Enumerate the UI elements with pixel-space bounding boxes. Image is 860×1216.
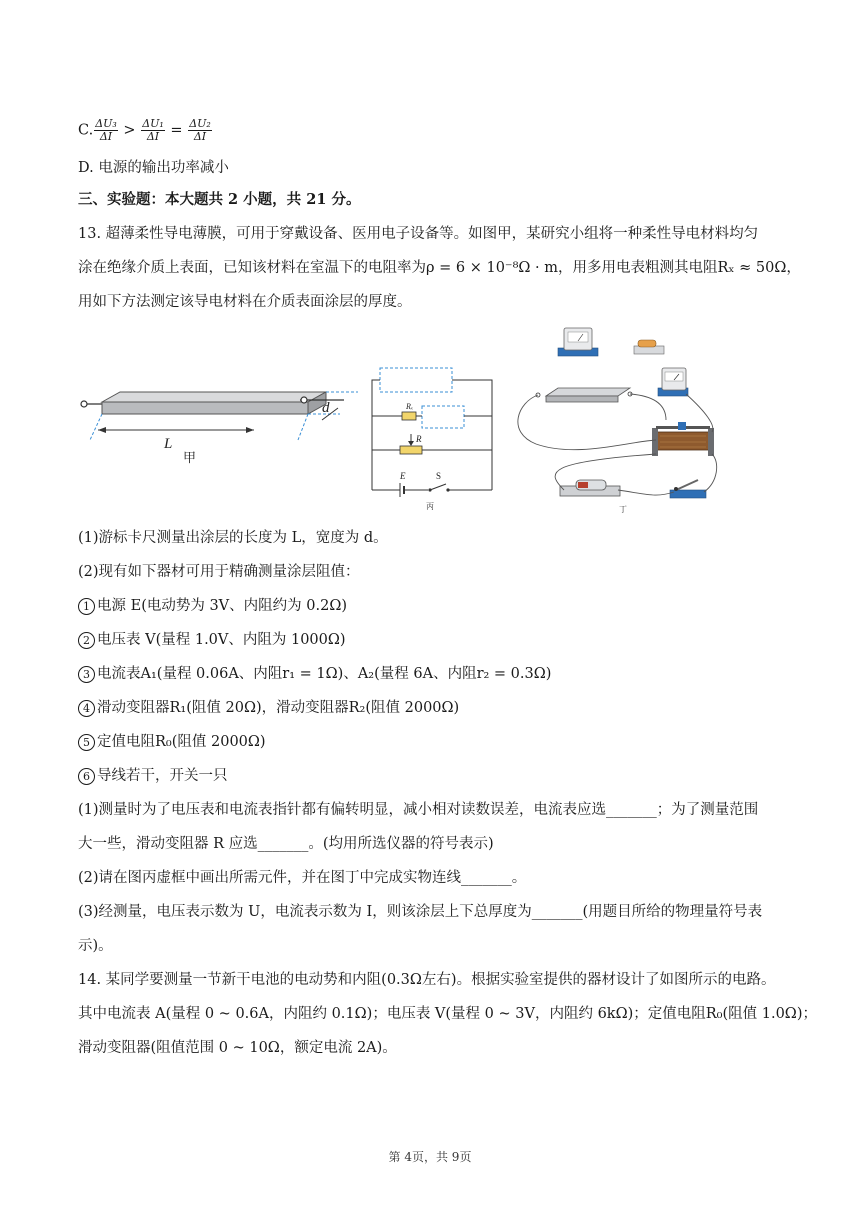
- equipment-item-5: 5 定值电阻R₀(阻值 2000Ω): [78, 732, 266, 752]
- q13-sub1-line-1: (1)测量时为了电压表和电流表指针都有偏转明显，减小相对读数误差，电流表应选_______；为了测量范围: [78, 802, 759, 818]
- caption-ding: 丁: [619, 505, 627, 514]
- voltmeter-top-icon: [558, 328, 598, 356]
- q13-p1: (1)游标卡尺测量出涂层的长度为 L，宽度为 d。: [78, 530, 388, 546]
- q13-sub3-line-2: 示)。: [78, 938, 113, 954]
- label-d: d: [322, 400, 330, 416]
- fraction-du1: $\frac{\text{ΔU₁}}{\Delta I}$: [142, 117, 164, 143]
- q13-sub3-line-1: (3)经测量，电压表示数为 U，电流表示数为 I，则该涂层上下总厚度为_______(用题目所给的物理量符号表: [78, 904, 763, 920]
- option-c: C. $\frac{\text{ΔU₃}}{\Delta I}$ > $\frac{\text{ΔU₁}}{\Delta I}$ = $\frac{\text{ΔU₂}}{\Delta I}$: [78, 117, 211, 143]
- caption-jia: 甲: [183, 451, 197, 466]
- label-e: E: [400, 471, 406, 481]
- figure-bing: [366, 362, 498, 512]
- label-l: L: [164, 436, 173, 452]
- section-title: 三、实验题：本大题共 2 小题，共 21 分。: [78, 191, 361, 208]
- q13-intro-line-1: 13. 超薄柔性导电薄膜，可用于穿戴设备、医用电子设备等。如图甲，某研究小组将一种柔性导电材料均匀: [78, 226, 759, 242]
- equipment-item-6: 6 导线若干，开关一只: [78, 766, 228, 786]
- equipment-item-3: 3 电流表A₁(量程 0.06A、内阻r₁ = 1Ω)、A₂(量程 6A、内阻r₂ = 0.3Ω): [78, 664, 551, 684]
- fraction-du2: $\frac{\text{ΔU₂}}{\Delta I}$: [189, 117, 211, 143]
- fraction-du3: $\frac{\text{ΔU₃}}{\Delta I}$: [95, 117, 117, 143]
- page-footer: 第 4页，共 9页: [388, 1150, 472, 1164]
- label-rx: Rₓ: [406, 402, 414, 411]
- q13-intro-line-3: 用如下方法测定该导电材料在介质表面涂层的厚度。: [78, 294, 412, 310]
- figure-jia: [76, 378, 366, 468]
- label-r: R: [416, 434, 422, 444]
- q13-sub1-line-2: 大一些，滑动变阻器 R 应选_______。(均用所选仪器的符号表示): [78, 836, 494, 852]
- q14-line-3: 滑动变阻器(阻值范围 0 ~ 10Ω，额定电流 2A)。: [78, 1040, 397, 1056]
- option-d: D. 电源的输出功率减小: [78, 160, 229, 176]
- q13-p2: (2)现有如下器材可用于精确测量涂层阻值：: [78, 564, 360, 580]
- switch-icon: [670, 480, 706, 498]
- battery-icon: [634, 340, 664, 354]
- film-sample-icon: [536, 388, 632, 402]
- equipment-item-1: 1 电源 E(电动势为 3V、内阻约为 0.2Ω): [78, 596, 347, 616]
- equipment-item-4: 4 滑动变阻器R₁(阻值 20Ω)，滑动变阻器R₂(阻值 2000Ω): [78, 698, 459, 718]
- equipment-item-2: 2 电压表 V(量程 1.0V、内阻为 1000Ω): [78, 630, 346, 650]
- q13-intro-line-2: 涂在绝缘介质上表面，已知该材料在室温下的电阻率为ρ = 6 × 10⁻⁸Ω · m，用多用电表粗测其电阻Rₓ ≈ 50Ω，: [78, 260, 801, 276]
- ammeter-icon: [658, 368, 688, 396]
- caption-bing: 丙: [426, 502, 434, 511]
- rheostat-icon: [652, 422, 714, 456]
- q14-line-1: 14. 某同学要测量一节新干电池的电动势和内阻(0.3Ω左右)。根据实验室提供的器材设计了如图所示的电路。: [78, 972, 776, 988]
- q14-line-2: 其中电流表 A(量程 0 ~ 0.6A，内阻约 0.1Ω)；电压表 V(量程 0 ~ 3V，内阻约 6kΩ)；定值电阻R₀(阻值 1.0Ω)；: [78, 1006, 817, 1022]
- label-s: S: [436, 471, 442, 481]
- figure-ding: [506, 322, 724, 518]
- battery-holder-icon: [560, 480, 620, 496]
- q13-sub2: (2)请在图丙虚框中画出所需元件，并在图丁中完成实物连线_______。: [78, 870, 527, 886]
